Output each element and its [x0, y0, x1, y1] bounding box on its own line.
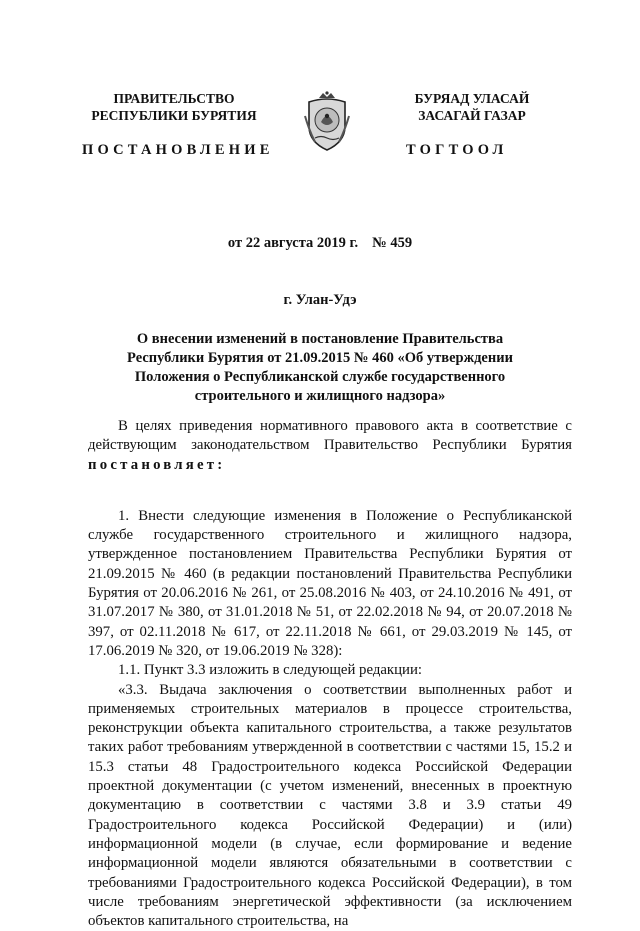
preamble	[88, 417, 572, 475]
header-right-line1: БУРЯАД УЛАСАЙ	[414, 91, 530, 106]
date-line	[0, 235, 640, 252]
header-left-block	[72, 90, 276, 124]
doc-type-right: ТОГТООЛ	[406, 142, 508, 158]
clause-3-3: «3.3. Выдача заключения о соответствии выполненных работ и применяемых строительных материалов в процессе строительства, реконструкции объекта капитального строительства, а также результатов таких работ требованиям утвержденной в соответствии с частями 15, 15.2 и 15.3 статьи 48 Градостроительного кодекса Российской Федерации проектной документации (с учетом изменений, внесенных в проектную документацию в соответствии с частями 3.8 и 3.9 статьи 49 Градостроительного кодекса Российской Федерации) и (или) информационной модели (в случае, если формирование и ведение информационной модели являются обязательными в соответствии с требованиями Градостроительного кодекса Российской Федерации), в том числе требованиям энергетической эффективности (за исключением объектов капитального строительства, на	[88, 681, 572, 930]
header-right-block	[370, 90, 574, 124]
city: г. Улан-Удэ	[283, 292, 357, 308]
document-number: № 459	[372, 235, 413, 251]
item-1: 1. Внести следующие изменения в Положение о Республиканской службе государственного строительного и жилищного надзора, утвержденное постановлением Правительства Республики Бурятия от 21.09.2015 № 460 (в редакции постановлений Правительства Республики Бурятия от 20.06.2016 № 261, от 25.08.2016 № 403, от 24.10.2016 № 491, от 31.07.2017 № 380, от 31.01.2018 № 51, от 22.02.2018 № 94, от 20.07.2018 № 397, от 02.11.2018 № 617, от 22.11.2018 № 661, от 29.03.2019 № 145, от 17.06.2019 № 320, от 19.06.2019 № 328):	[88, 507, 572, 659]
preamble-text: В целях приведения нормативного правового акта в соответствие с действующим законодательством Правительство Республики Бурятия	[88, 418, 572, 454]
document-body	[88, 417, 572, 931]
header-left-line2: РЕСПУБЛИКИ БУРЯТИЯ	[91, 108, 257, 123]
document-date: от 22 августа 2019 г.	[227, 235, 359, 251]
doc-type-left: ПОСТАНОВЛЕНИЕ	[82, 142, 274, 158]
item-1-1: 1.1. Пункт 3.3 изложить в следующей редакции:	[118, 662, 422, 679]
header-left-line1: ПРАВИТЕЛЬСТВО	[113, 91, 235, 106]
coat-of-arms-icon	[301, 90, 353, 154]
postanovlyaet: постановляет:	[88, 456, 226, 473]
document-title: О внесении изменений в постановление Правительства Республики Бурятия от 21.09.2015 № 460 «Об утверждении Положения о Республиканской службе государственного строительного и жилищного надзора»	[127, 331, 513, 404]
header-right-line2: ЗАСАГАЙ ГАЗАР	[418, 108, 526, 123]
